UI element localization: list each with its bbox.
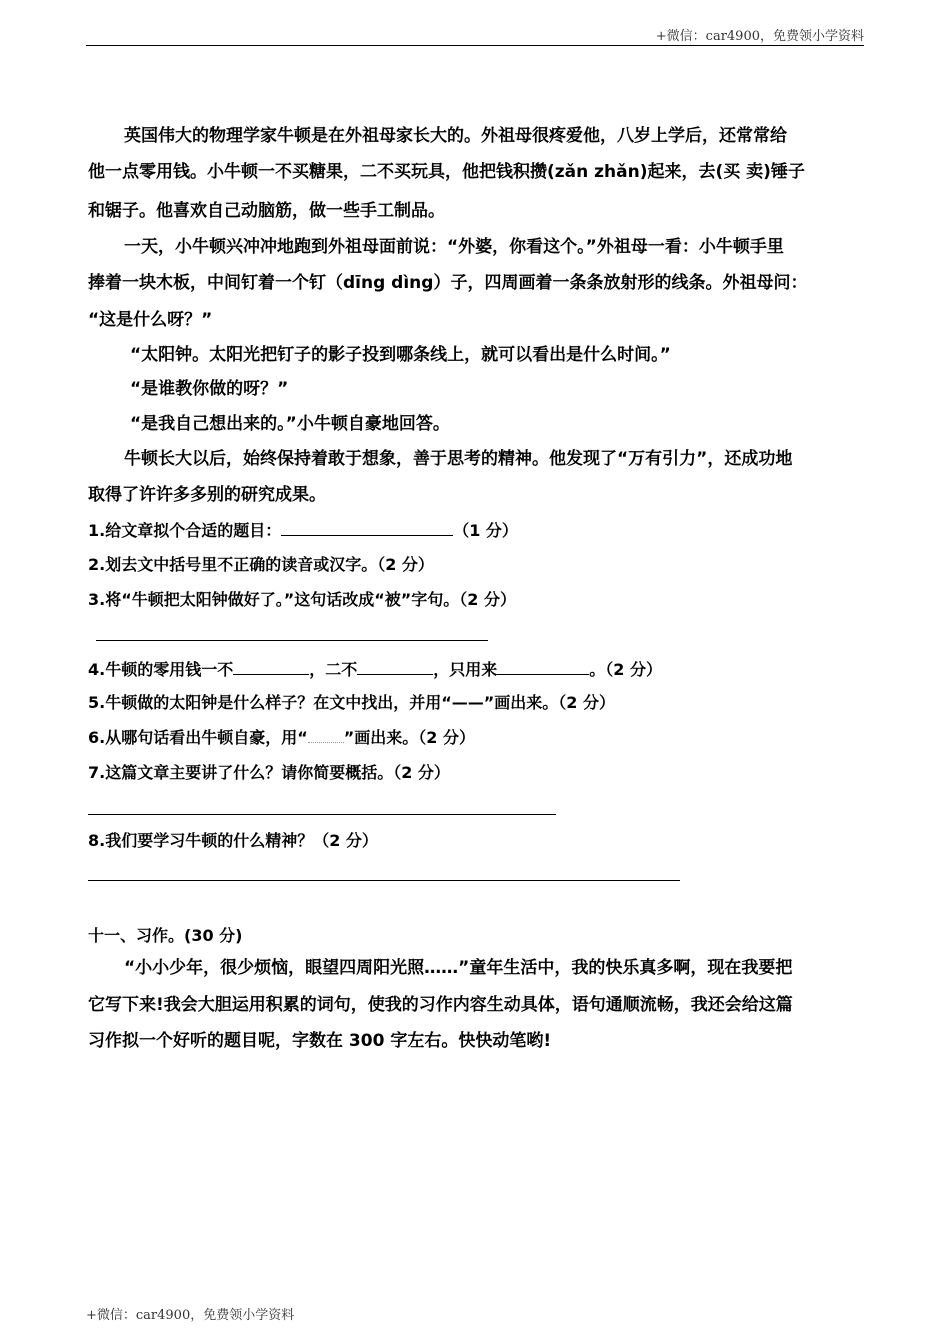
q4-blank-3[interactable] — [497, 658, 589, 675]
footer-text: +微信：car4900，免费领小学资料 — [86, 1308, 295, 1323]
question-4-part2: ，二不 — [309, 660, 358, 679]
question-6-part2: ”画出来。（2 分） — [343, 728, 475, 747]
question-3: 3.将“牛顿把太阳钟做好了。”这句话改成“被”字句。（2 分） — [88, 590, 516, 609]
passage-line-5: 捧着一块木板，中间钉着一个钉（dīng dìng）子，四周画着一条条放射形的线条。外祖母问： — [88, 273, 808, 293]
composition-title: 十一、习作。(30 分) — [88, 926, 243, 945]
question-6 — [88, 727, 864, 749]
question-1 — [88, 519, 864, 542]
passage-line-11: 取得了许许多多别的研究成果。 — [88, 485, 326, 505]
wavy-line-mark — [308, 730, 344, 743]
header-rule — [86, 45, 864, 46]
question-5: 5.牛顿做的太阳钟是什么样子？在文中找出，并用“——”画出来。（2 分） — [88, 693, 615, 712]
question-2: 2.划去文中括号里不正确的读音或汉字。（2 分） — [88, 555, 434, 574]
q4-blank-2[interactable] — [357, 658, 433, 675]
passage-line-2: 他一点零用钱。小牛顿一不买糖果，二不买玩具，他把钱积攒(zǎn zhǎn)起来，去(买 卖)锤子 — [88, 162, 805, 182]
passage-line-10: 牛顿长大以后，始终保持着敢于想象，善于思考的精神。他发现了“万有引力”，还成功地 — [124, 449, 793, 469]
q4-blank-1[interactable] — [233, 658, 309, 675]
composition-line-1: “小小少年，很少烦恼，眼望四周阳光照……”童年生活中，我的快乐真多啊，现在我要把 — [124, 958, 793, 978]
question-1-score: （1 分） — [453, 521, 518, 540]
header-text: +微信：car4900，免费领小学资料 — [655, 29, 864, 44]
question-6-part1: 6.从哪句话看出牛顿自豪，用“ — [88, 728, 308, 747]
question-4-part1: 4.牛顿的零用钱一不 — [88, 660, 234, 679]
passage-line-6: “这是什么呀？” — [88, 310, 213, 330]
question-4 — [88, 658, 864, 681]
passage-line-4: 一天，小牛顿兴冲冲地跑到外祖母面前说：“外婆，你看这个。”外祖母一看：小牛顿手里 — [124, 237, 784, 257]
question-4-part4: 。（2 分） — [589, 660, 662, 679]
passage-line-7: “太阳钟。太阳光把钉子的影子投到哪条线上，就可以看出是什么时间。” — [130, 345, 671, 365]
passage-line-1: 英国伟大的物理学家牛顿是在外祖母家长大的。外祖母很疼爱他，八岁上学后，还常常给 — [124, 126, 787, 146]
composition-line-3: 习作拟一个好听的题目呢，字数在 300 字左右。快快动笔哟! — [88, 1031, 552, 1051]
composition-line-2: 它写下来!我会大胆运用积累的词句，使我的习作内容生动具体，语句通顺流畅，我还会给这篇 — [88, 995, 793, 1015]
question-4-part3: ，只用来 — [433, 660, 498, 679]
question-7: 7.这篇文章主要讲了什么？请你简要概括。（2 分） — [88, 763, 450, 782]
question-3-answer-line[interactable] — [96, 640, 488, 641]
title-answer-blank[interactable] — [281, 519, 453, 536]
passage-line-8: “是谁教你做的呀？” — [130, 379, 289, 399]
passage-line-3: 和锯子。他喜欢自己动脑筋，做一些手工制品。 — [88, 201, 445, 221]
question-1-text: 1.给文章拟个合适的题目： — [88, 521, 282, 540]
question-8: 8.我们要学习牛顿的什么精神？（2 分） — [88, 831, 378, 850]
question-8-answer-line[interactable] — [88, 880, 680, 881]
question-7-answer-line[interactable] — [88, 814, 556, 815]
passage-line-9: “是我自己想出来的。”小牛顿自豪地回答。 — [130, 414, 450, 434]
